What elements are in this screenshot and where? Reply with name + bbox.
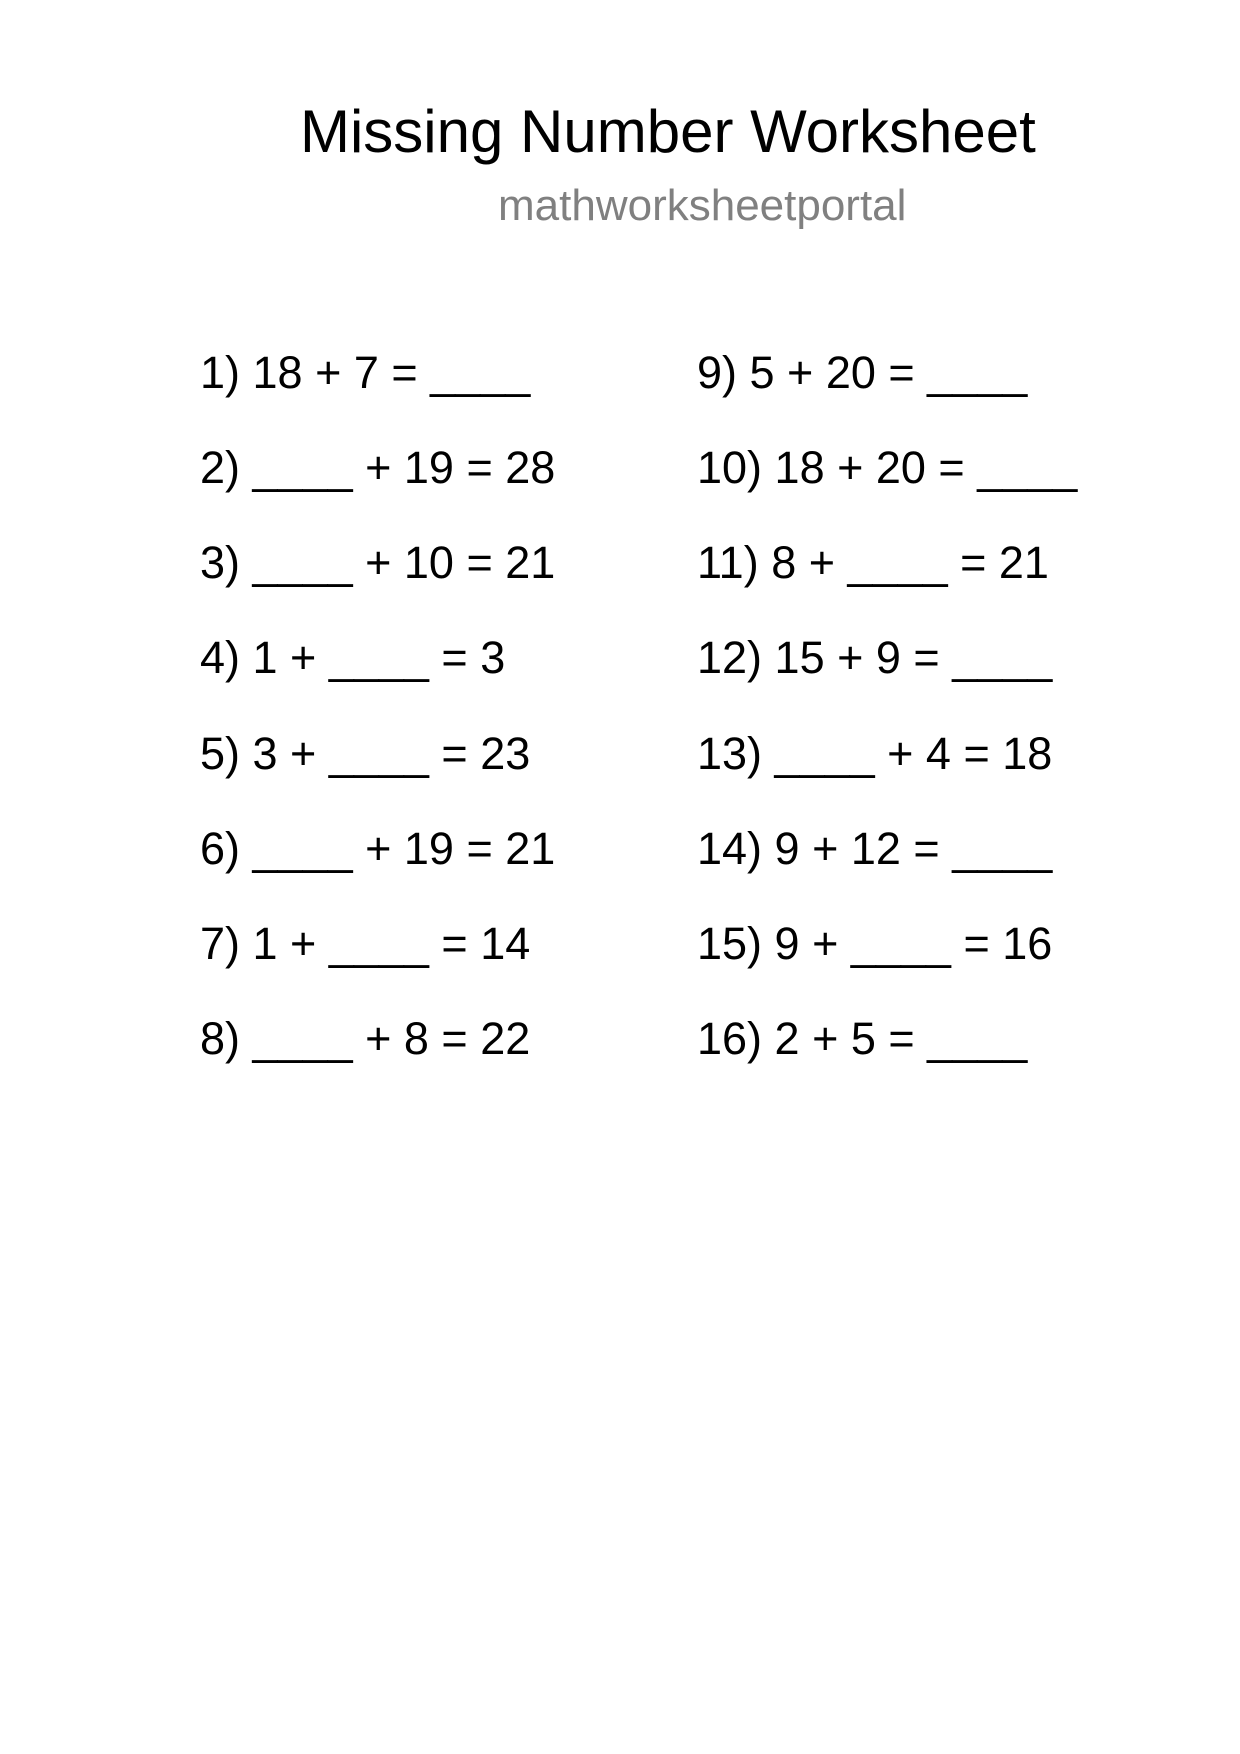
problem-column-right bbox=[697, 347, 1077, 1108]
problem-3: 3) ____ + 10 = 21 bbox=[200, 537, 556, 589]
page-subtitle: mathworksheetportal bbox=[498, 181, 907, 230]
problem-14: 14) 9 + 12 = ____ bbox=[697, 822, 1053, 874]
problem-11: 11) 8 + ____ = 21 bbox=[697, 537, 1049, 589]
problem-13: 13) ____ + 4 = 18 bbox=[697, 727, 1053, 779]
problem-2: 2) ____ + 19 = 28 bbox=[200, 442, 556, 494]
problem-8: 8) ____ + 8 = 22 bbox=[200, 1012, 531, 1064]
problem-6: 6) ____ + 19 = 21 bbox=[200, 822, 556, 874]
problem-column-left bbox=[200, 347, 555, 1108]
problem-12: 12) 15 + 9 = ____ bbox=[697, 632, 1053, 684]
problem-10: 10) 18 + 20 = ____ bbox=[697, 442, 1078, 494]
problem-4: 4) 1 + ____ = 3 bbox=[200, 632, 506, 684]
problem-15: 15) 9 + ____ = 16 bbox=[697, 917, 1053, 969]
problem-7: 7) 1 + ____ = 14 bbox=[200, 917, 531, 969]
problem-5: 5) 3 + ____ = 23 bbox=[200, 727, 531, 779]
problem-16: 16) 2 + 5 = ____ bbox=[697, 1012, 1028, 1064]
problem-9: 9) 5 + 20 = ____ bbox=[697, 347, 1028, 398]
page-title: Missing Number Worksheet bbox=[300, 98, 1036, 165]
problem-1: 1) 18 + 7 = ____ bbox=[200, 347, 531, 398]
